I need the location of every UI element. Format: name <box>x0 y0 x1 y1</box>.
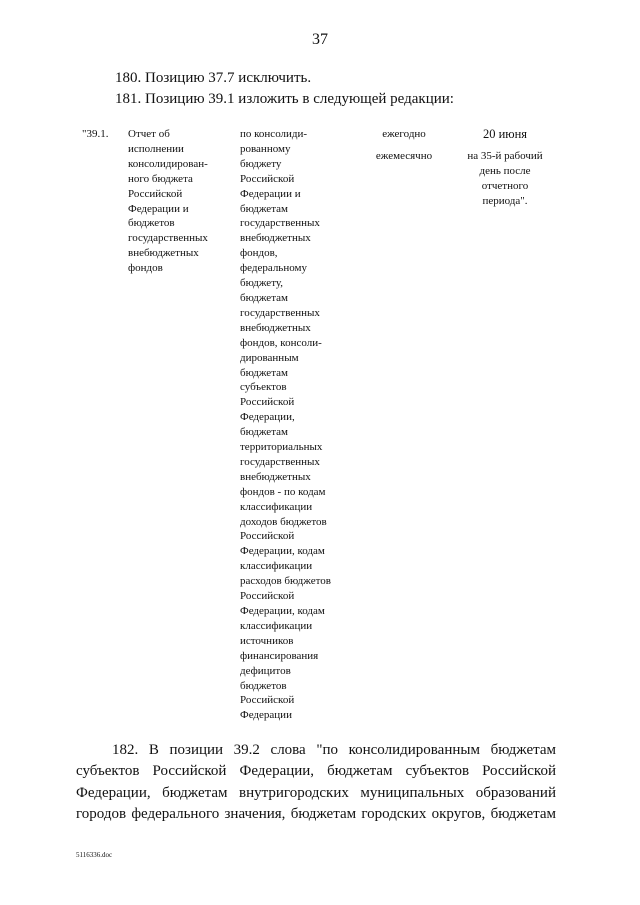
position-content-line: субъектов <box>240 381 287 394</box>
position-name-line: ного бюджета <box>128 172 193 185</box>
position-name-line: государственных <box>128 232 208 245</box>
position-content-line: классификации <box>240 619 313 632</box>
position-name-line: фондов <box>128 262 163 275</box>
paragraph-182-line: 182. В позиции 39.2 слова "по консолидированным бюджетам <box>112 742 556 758</box>
position-content-line: Российской <box>240 694 295 707</box>
paragraph-182-line: городов федерального значения, бюджетам городских округов, бюджетам <box>76 805 556 822</box>
position-content-line: расходов бюджетов <box>240 575 331 588</box>
position-content-line: финансирования <box>240 649 319 662</box>
position-content-line: Федерации, кодам <box>240 605 325 617</box>
footer-filename: 5116336.doc <box>76 851 113 859</box>
position-content-line: классификации <box>240 560 313 573</box>
position-content-line: государственных <box>240 306 320 319</box>
position-content-line: государственных <box>240 217 320 230</box>
paragraph-182-line: Федерации, бюджетам внутригородских муниципальных образований <box>76 784 556 801</box>
position-content-line: источников <box>240 634 294 647</box>
position-content-line: Федерации <box>240 709 292 722</box>
deadline-annual: 20 июня <box>482 127 528 141</box>
position-content-line: Российской <box>240 530 295 543</box>
position-content-line: Российской <box>240 590 295 603</box>
position-content-line: фондов - по кодам <box>240 485 326 498</box>
periodicity-annual: ежегодно <box>382 128 426 140</box>
position-content-line: бюджету, <box>240 277 284 290</box>
position-content-line: территориальных <box>240 441 323 454</box>
position-name <box>128 127 228 276</box>
paragraph-182 <box>76 740 556 825</box>
position-content-line: бюджету <box>240 157 282 170</box>
position-content-line: Федерации, <box>240 411 295 424</box>
deadline-monthly-line: день после <box>479 164 531 177</box>
paragraph-182-line: субъектов Российской Федерации, бюджетам субъектов Российской <box>76 763 556 780</box>
deadline-monthly-line: отчетного <box>481 179 529 192</box>
position-content-line: государственных <box>240 455 320 468</box>
position-name-line: Федерации и <box>128 202 189 215</box>
deadline-monthly-line: периода". <box>482 194 528 207</box>
position-content-line: внебюджетных <box>240 232 311 245</box>
position-content-line: Федерации и <box>240 187 301 200</box>
position-content-line: бюджетам <box>240 366 288 379</box>
position-name-line: внебюджетных <box>128 247 199 260</box>
position-content-line: фондов, консоли- <box>240 336 322 349</box>
position-content-line: Российской <box>240 396 295 409</box>
position-content-line: дированным <box>240 351 299 364</box>
deadline-monthly-line: на 35-й рабочий <box>467 150 543 162</box>
position-content-line: бюджетов <box>240 679 287 692</box>
position-name-line: консолидирован- <box>128 157 208 170</box>
position-content-line: бюджетам <box>240 426 288 439</box>
position-content-line: внебюджетных <box>240 470 311 483</box>
position-name-line: Отчет об <box>128 128 170 140</box>
position-content-line: дефицитов <box>240 664 291 677</box>
position-number: "39.1. <box>82 128 109 140</box>
position-content-line: доходов бюджетов <box>240 515 327 528</box>
paragraph-181: 181. Позицию 39.1 изложить в следующей редакции: <box>115 91 454 107</box>
periodicity-monthly: ежемесячно <box>375 150 433 162</box>
position-content-line: классификации <box>240 500 313 513</box>
position-content-line: бюджетам <box>240 291 288 304</box>
position-content-line: по консолиди- <box>240 128 308 140</box>
page-number: 37 <box>312 31 328 48</box>
position-name-line: исполнении <box>128 142 184 155</box>
deadline-monthly <box>455 149 555 209</box>
position-content-line: Российской <box>240 172 295 185</box>
position-name-line: бюджетов <box>128 217 175 230</box>
position-content-line: бюджетам <box>240 202 288 215</box>
position-content-line: фондов, <box>240 247 278 260</box>
position-content-line: рованному <box>240 142 291 155</box>
position-content-line: внебюджетных <box>240 321 311 334</box>
position-name-line: Российской <box>128 187 183 200</box>
position-content-line: федеральному <box>240 262 307 275</box>
paragraph-180: 180. Позицию 37.7 исключить. <box>115 70 312 86</box>
position-content <box>240 127 350 723</box>
position-content-line: Федерации, кодам <box>240 545 325 558</box>
